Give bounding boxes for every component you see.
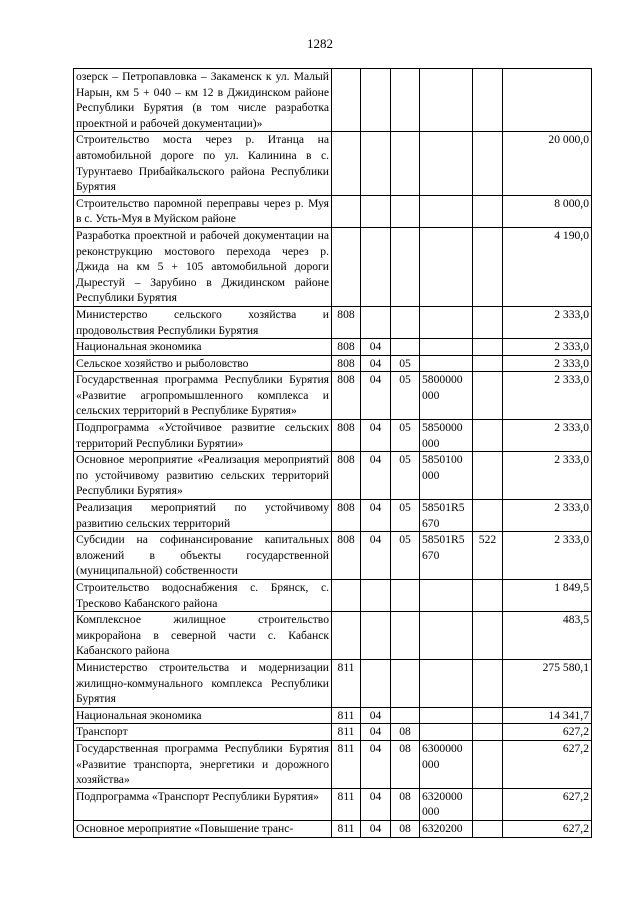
section-code <box>361 69 391 132</box>
amount <box>503 69 592 132</box>
ministry-code: 808 <box>332 500 361 532</box>
subsection-code <box>391 227 420 306</box>
section-code: 04 <box>361 820 391 837</box>
expense-type-code <box>473 820 503 837</box>
target-article-code <box>420 707 473 724</box>
ministry-code: 811 <box>332 659 361 707</box>
ministry-code: 811 <box>332 788 361 820</box>
subsection-code <box>391 69 420 132</box>
section-code <box>361 612 391 660</box>
section-code: 04 <box>361 500 391 532</box>
expense-type-code <box>473 69 503 132</box>
expense-type-code <box>473 195 503 227</box>
ministry-code: 808 <box>332 420 361 452</box>
amount: 2 333,0 <box>503 500 592 532</box>
row-name: Государственная программа Республики Бурятия «Развитие агропромышленного комплекса и сельских территорий в Республике Бурятия» <box>74 372 332 420</box>
section-code: 04 <box>361 724 391 741</box>
row-name: Субсидии на софинансирование капитальных вложений в объекты государственной (муниципальной) собственности <box>74 532 332 580</box>
expense-type-code <box>473 306 503 338</box>
section-code <box>361 580 391 612</box>
subsection-code: 05 <box>391 532 420 580</box>
row-name: Национальная экономика <box>74 339 332 356</box>
expense-type-code <box>473 740 503 788</box>
expense-type-code <box>473 227 503 306</box>
amount: 275 580,1 <box>503 659 592 707</box>
amount: 20 000,0 <box>503 132 592 195</box>
target-article-code <box>420 659 473 707</box>
amount: 627,2 <box>503 740 592 788</box>
subsection-code <box>391 339 420 356</box>
budget-table <box>73 68 592 838</box>
subsection-code <box>391 306 420 338</box>
section-code: 04 <box>361 355 391 372</box>
amount: 14 341,7 <box>503 707 592 724</box>
table-row <box>74 306 592 338</box>
expense-type-code <box>473 580 503 612</box>
subsection-code: 05 <box>391 372 420 420</box>
table-row <box>74 707 592 724</box>
amount: 4 190,0 <box>503 227 592 306</box>
ministry-code: 808 <box>332 532 361 580</box>
section-code: 04 <box>361 740 391 788</box>
expense-type-code <box>473 500 503 532</box>
table-row <box>74 820 592 837</box>
table-row <box>74 420 592 452</box>
subsection-code <box>391 612 420 660</box>
target-article-code: 6320200 <box>420 820 473 837</box>
ministry-code <box>332 195 361 227</box>
table-row <box>74 788 592 820</box>
table-row <box>74 339 592 356</box>
target-article-code: 5850000 000 <box>420 420 473 452</box>
expense-type-code <box>473 788 503 820</box>
subsection-code: 05 <box>391 420 420 452</box>
ministry-code <box>332 69 361 132</box>
target-article-code <box>420 355 473 372</box>
expense-type-code: 522 <box>473 532 503 580</box>
amount: 2 333,0 <box>503 420 592 452</box>
amount: 2 333,0 <box>503 372 592 420</box>
subsection-code: 05 <box>391 452 420 500</box>
subsection-code: 08 <box>391 740 420 788</box>
subsection-code <box>391 580 420 612</box>
row-name: Транспорт <box>74 724 332 741</box>
amount: 2 333,0 <box>503 532 592 580</box>
target-article-code <box>420 195 473 227</box>
amount: 2 333,0 <box>503 339 592 356</box>
amount: 2 333,0 <box>503 355 592 372</box>
ministry-code: 808 <box>332 339 361 356</box>
table-row <box>74 659 592 707</box>
target-article-code <box>420 580 473 612</box>
table-row <box>74 355 592 372</box>
ministry-code: 811 <box>332 707 361 724</box>
target-article-code: 6300000 000 <box>420 740 473 788</box>
subsection-code: 08 <box>391 788 420 820</box>
ministry-code <box>332 227 361 306</box>
subsection-code: 08 <box>391 820 420 837</box>
table-row <box>74 132 592 195</box>
section-code: 04 <box>361 707 391 724</box>
table-row <box>74 740 592 788</box>
row-name: Государственная программа Республики Бурятия «Развитие транспорта, энергетики и дорожного хозяйства» <box>74 740 332 788</box>
expense-type-code <box>473 372 503 420</box>
amount: 627,2 <box>503 788 592 820</box>
subsection-code: 08 <box>391 724 420 741</box>
expense-type-code <box>473 724 503 741</box>
target-article-code: 58501R5 670 <box>420 500 473 532</box>
ministry-code <box>332 132 361 195</box>
page-number: 1282 <box>307 36 333 51</box>
ministry-code: 808 <box>332 355 361 372</box>
row-name: Комплексное жилищное строительство микрорайона в северной части с. Кабанск Кабанского района <box>74 612 332 660</box>
section-code <box>361 659 391 707</box>
target-article-code <box>420 724 473 741</box>
ministry-code <box>332 612 361 660</box>
table-row <box>74 195 592 227</box>
section-code <box>361 227 391 306</box>
section-code <box>361 195 391 227</box>
expense-type-code <box>473 452 503 500</box>
table-row <box>74 580 592 612</box>
table-row <box>74 532 592 580</box>
row-name: Подпрограмма «Устойчивое развитие сельских территорий Республики Бурятии» <box>74 420 332 452</box>
amount: 483,5 <box>503 612 592 660</box>
target-article-code: 5800000 000 <box>420 372 473 420</box>
expense-type-code <box>473 707 503 724</box>
row-name: озерск – Петропавловка – Закаменск к ул. Малый Нарын, км 5 + 040 – км 12 в Джидинском районе Республики Бурятия (в том числе разработка проектной и рабочей документации)» <box>74 69 332 132</box>
ministry-code: 811 <box>332 724 361 741</box>
row-name: Национальная экономика <box>74 707 332 724</box>
amount: 2 333,0 <box>503 452 592 500</box>
expense-type-code <box>473 339 503 356</box>
row-name: Основное мероприятие «Повышение транс- <box>74 820 332 837</box>
ministry-code <box>332 580 361 612</box>
target-article-code <box>420 69 473 132</box>
amount: 8 000,0 <box>503 195 592 227</box>
expense-type-code <box>473 420 503 452</box>
row-name: Разработка проектной и рабочей документации на реконструкцию мостового перехода через р. Джида на км 5 + 105 автомобильной дороги Дырестуй – Зарубино в Джидинском районе Республики Бурятия <box>74 227 332 306</box>
budget-table-body <box>74 69 592 838</box>
subsection-code <box>391 707 420 724</box>
ministry-code: 808 <box>332 306 361 338</box>
table-row <box>74 612 592 660</box>
amount: 627,2 <box>503 820 592 837</box>
row-name: Реализация мероприятий по устойчивому развитию сельских территорий <box>74 500 332 532</box>
table-row <box>74 452 592 500</box>
target-article-code <box>420 227 473 306</box>
target-article-code <box>420 306 473 338</box>
expense-type-code <box>473 659 503 707</box>
table-row <box>74 372 592 420</box>
ministry-code: 811 <box>332 740 361 788</box>
subsection-code <box>391 195 420 227</box>
section-code: 04 <box>361 372 391 420</box>
target-article-code <box>420 132 473 195</box>
row-name: Министерство сельского хозяйства и продовольствия Республики Бурятия <box>74 306 332 338</box>
target-article-code: 5850100 000 <box>420 452 473 500</box>
section-code: 04 <box>361 452 391 500</box>
amount: 2 333,0 <box>503 306 592 338</box>
section-code: 04 <box>361 788 391 820</box>
row-name: Основное мероприятие «Реализация мероприятий по устойчивому развитию сельских территорий Республики Бурятия» <box>74 452 332 500</box>
table-row <box>74 227 592 306</box>
section-code <box>361 132 391 195</box>
section-code: 04 <box>361 339 391 356</box>
ministry-code: 811 <box>332 820 361 837</box>
target-article-code <box>420 612 473 660</box>
expense-type-code <box>473 132 503 195</box>
expense-type-code <box>473 612 503 660</box>
subsection-code: 05 <box>391 355 420 372</box>
section-code: 04 <box>361 532 391 580</box>
table-row <box>74 69 592 132</box>
table-row <box>74 500 592 532</box>
ministry-code: 808 <box>332 452 361 500</box>
section-code <box>361 306 391 338</box>
row-name: Подпрограмма «Транспорт Республики Бурятия» <box>74 788 332 820</box>
target-article-code: 58501R5 670 <box>420 532 473 580</box>
subsection-code: 05 <box>391 500 420 532</box>
row-name: Строительство моста через р. Итанца на автомобильной дороге по ул. Калинина в с. Турунтаево Прибайкальского района Республики Бурятия <box>74 132 332 195</box>
target-article-code: 6320000 000 <box>420 788 473 820</box>
amount: 627,2 <box>503 724 592 741</box>
table-row <box>74 724 592 741</box>
expense-type-code <box>473 355 503 372</box>
target-article-code <box>420 339 473 356</box>
row-name: Сельское хозяйство и рыболовство <box>74 355 332 372</box>
ministry-code: 808 <box>332 372 361 420</box>
amount: 1 849,5 <box>503 580 592 612</box>
subsection-code <box>391 132 420 195</box>
subsection-code <box>391 659 420 707</box>
row-name: Строительство паромной переправы через р. Муя в с. Усть-Муя в Муйском районе <box>74 195 332 227</box>
section-code: 04 <box>361 420 391 452</box>
row-name: Строительство водоснабжения с. Брянск, с. Тресково Кабанского района <box>74 580 332 612</box>
row-name: Министерство строительства и модернизации жилищно-коммунального комплекса Республики Бурятия <box>74 659 332 707</box>
